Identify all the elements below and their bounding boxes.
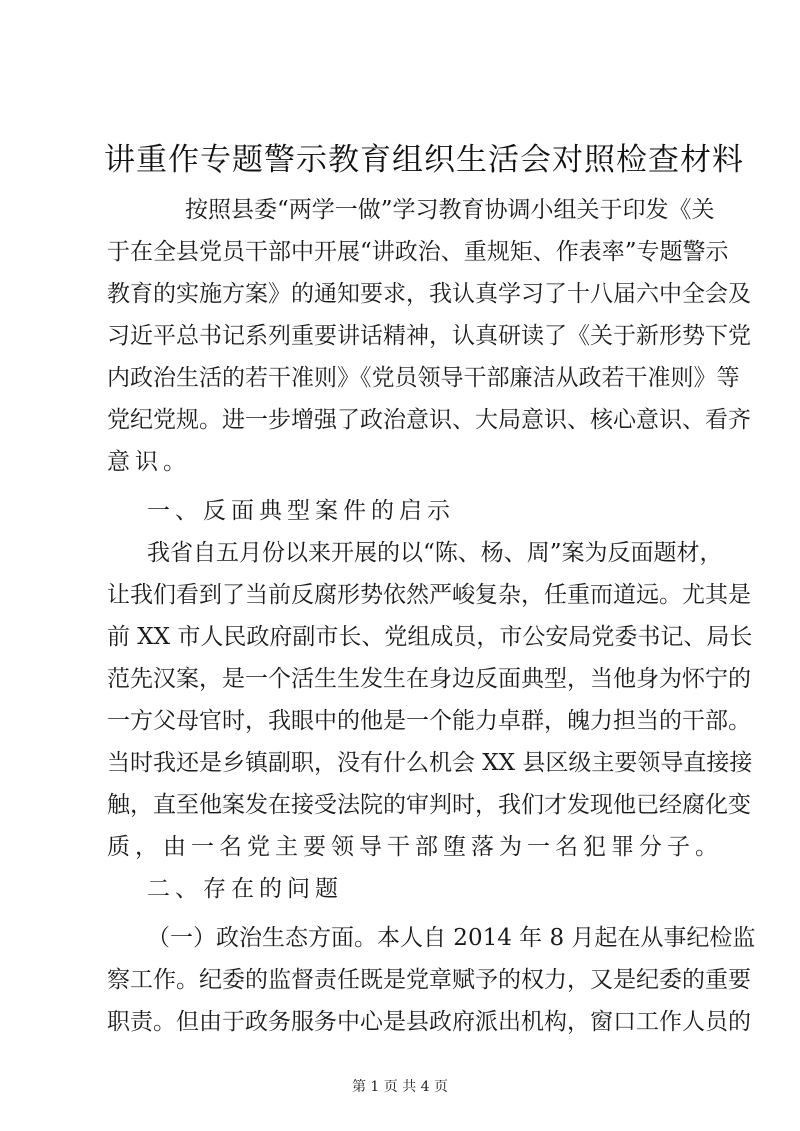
paragraph-line: 党纪党规。进一步增强了政治意识、大局意识、核心意识、看齐	[107, 407, 751, 433]
paragraph-line: 意识。	[107, 449, 191, 475]
paragraph-line: 当时我还是乡镇副职，没有什么机会 XX 县区级主要领导直接接	[107, 750, 753, 776]
section-heading: 一、反面典型案件的启示	[147, 498, 455, 524]
paragraph-line: 质，由一名党主要领导干部堕落为一名犯罪分子。	[107, 834, 723, 860]
paragraph-line: 内政治生活的若干准则》《党员领导干部廉洁从政若干准则》等	[107, 365, 740, 391]
paragraph-line: 按照县委“两学一做”学习教育协调小组关于印发《关	[185, 197, 715, 223]
paragraph-line: 我省自五月份以来开展的以“陈、杨、周”案为反面题材，	[147, 540, 723, 566]
page-footer: 第 1 页 共 4 页	[351, 1079, 449, 1095]
paragraph-line: 前 XX 市人民政府副市长、党组成员，市公安局党委书记、局长	[107, 624, 753, 650]
paragraph-line: （一）政治生态方面。本人自 2014 年 8 月起在从事纪检监	[147, 925, 756, 951]
document-title: 讲重作专题警示教育组织生活会对照检查材料	[104, 142, 744, 178]
paragraph-line: 一方父母官时，我眼中的他是一个能力卓群，魄力担当的干部。	[107, 708, 751, 734]
paragraph-line: 察工作。纪委的监督责任既是党章赋予的权力，又是纪委的重要	[107, 967, 751, 993]
paragraph-line: 习近平总书记系列重要讲话精神，认真研读了《关于新形势下党	[107, 323, 751, 349]
paragraph-line: 职责。但由于政务服务中心是县政府派出机构，窗口工作人员的	[107, 1009, 751, 1035]
paragraph-line: 范先汉案，是一个活生生发生在身边反面典型，当他身为怀宁的	[107, 666, 751, 692]
paragraph-line: 触，直至他案发在接受法院的审判时，我们才发现他已经腐化变	[107, 792, 751, 818]
paragraph-line: 教育的实施方案》的通知要求，我认真学习了十八届六中全会及	[107, 281, 751, 307]
document-body	[107, 189, 756, 1043]
paragraph-line: 让我们看到了当前反腐形势依然严峻复杂，任重而道远。尤其是	[107, 582, 751, 608]
section-heading: 二、存在的问题	[147, 876, 343, 902]
paragraph-line: 于在全县党员干部中开展“讲政治、重规矩、作表率”专题警示	[107, 239, 729, 265]
